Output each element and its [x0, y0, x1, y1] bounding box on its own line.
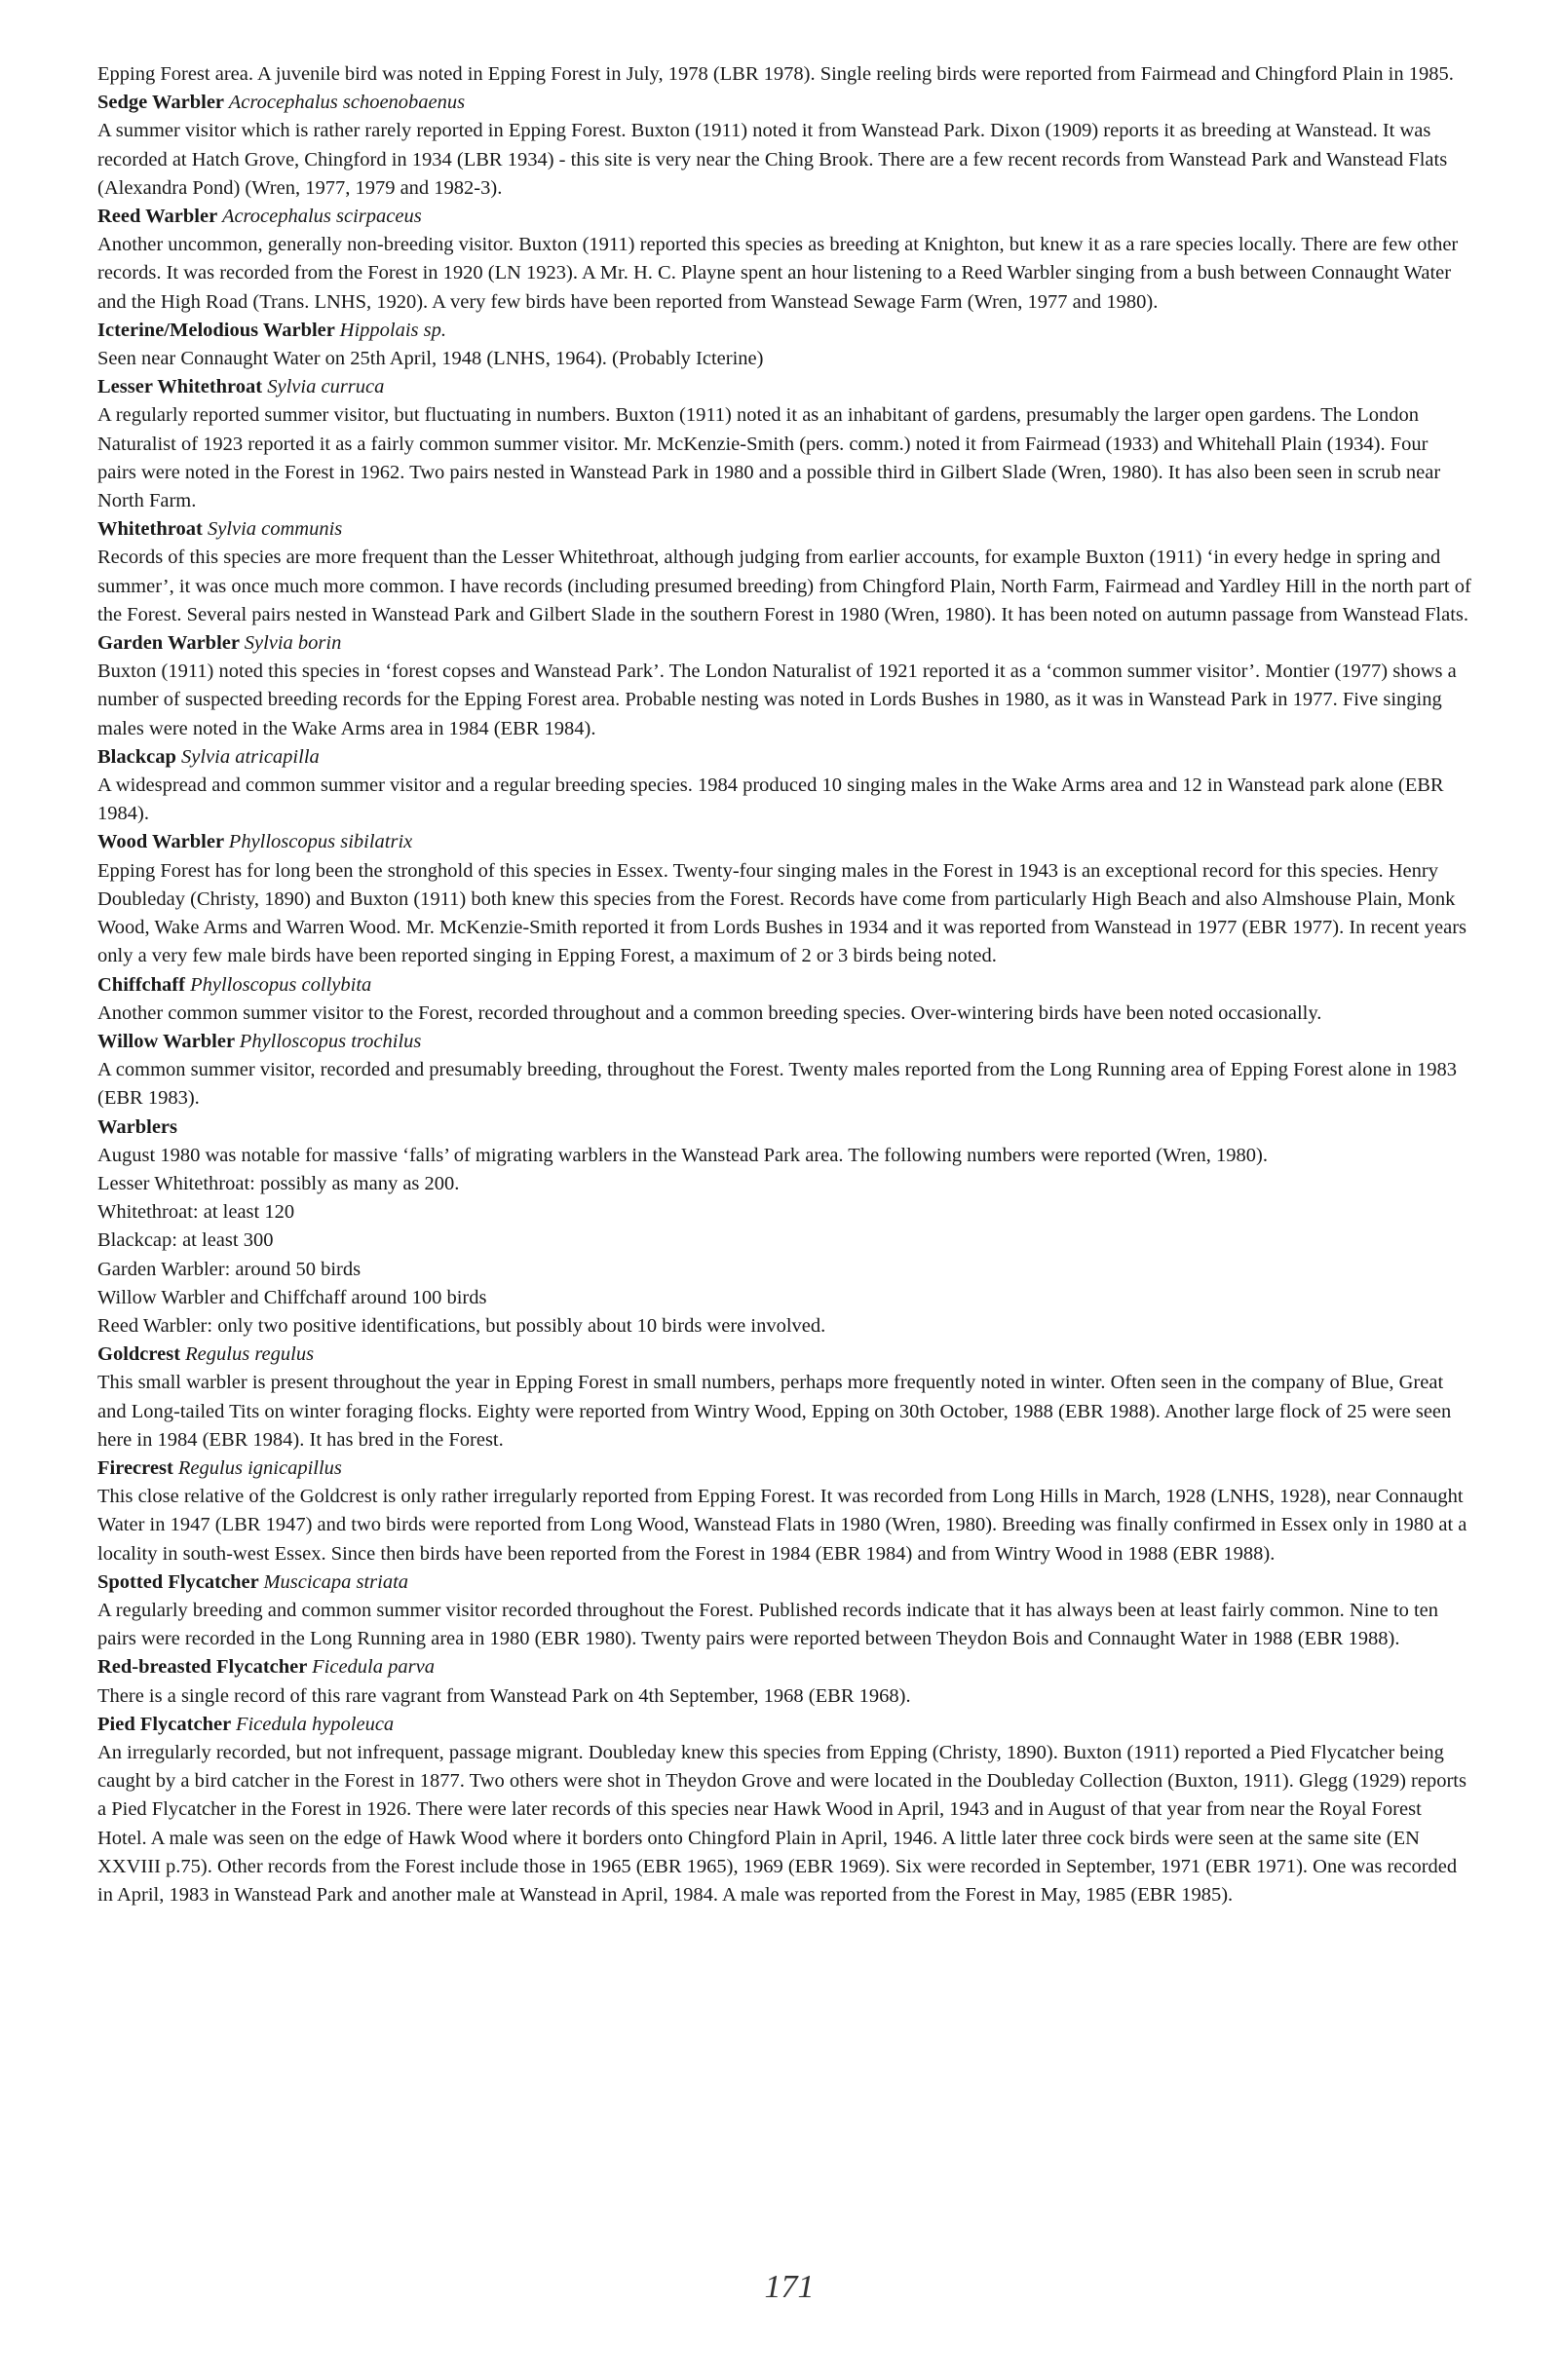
species-entry-spotted-flycatcher [97, 1568, 1471, 1654]
species-entry-red-breasted-flycatcher [97, 1653, 1471, 1710]
warblers-section [97, 1114, 1471, 1341]
scientific-name: Muscicapa striata [263, 1570, 409, 1593]
species-entry-sedge-warbler [97, 89, 1471, 203]
warbler-count-item: Garden Warbler: around 50 birds [97, 1258, 362, 1280]
species-heading [97, 1568, 1471, 1597]
species-heading [97, 1341, 1471, 1369]
common-name: Sedge Warbler [97, 92, 224, 114]
species-entry-blackcap [97, 743, 1471, 829]
species-heading [97, 1711, 1471, 1739]
common-name: Goldcrest [97, 1343, 181, 1366]
species-text: This small warbler is present throughout the year in Epping Forest in small numbers, perhaps more frequently noted in winter. Often seen in the company of Blue, Great and Long-tailed Tits on winter foraging flocks. Eighty were reported from Wintry Wood, Epping on 30th October, 1988 (EBR 1988). Another large flock of 25 were seen here in 1984 (EBR 1984). It has bred in the Forest. [97, 1372, 1452, 1451]
common-name: Spotted Flycatcher [97, 1570, 259, 1593]
common-name: Chiffchaff [97, 973, 185, 996]
species-entry-reed-warbler [97, 203, 1471, 317]
species-heading [97, 89, 1471, 117]
scientific-name: Acrocephalus schoenobaenus [228, 92, 466, 114]
scientific-name: Hippolais sp. [339, 319, 446, 341]
species-heading [97, 203, 1471, 231]
species-heading [97, 317, 1471, 345]
page-body [97, 60, 1471, 1909]
species-text: A widespread and common summer visitor and a regular breeding species. 1984 produced 10 singing males in the Wake Arms area and 12 in Wanstead park alone (EBR 1984). [97, 774, 1444, 825]
warbler-count-item: Blackcap: at least 300 [97, 1229, 274, 1252]
species-text: This close relative of the Goldcrest is only rather irregularly reported from Epping Forest. It was recorded from Long Hills in March, 1928 (LNHS, 1928), near Connaught Water in 1947 (LBR 1947) and two birds were reported from Long Wood, Wanstead Flats in 1980 (Wren, 1980). Breeding was finally confirmed in Essex only in 1980 at a locality in south-west Essex. Since then birds have been reported from the Forest in 1984 (EBR 1984) and from Wintry Wood in 1988 (EBR 1988). [97, 1486, 1467, 1565]
species-entry-pied-flycatcher [97, 1711, 1471, 1909]
species-text: A common summer visitor, recorded and presumably breeding, throughout the Forest. Twenty males reported from the Long Running area of Epping Forest alone in 1983 (EBR 1983). [97, 1059, 1458, 1110]
species-text: Records of this species are more frequent than the Lesser Whitethroat, although judging from earlier accounts, for example Buxton (1911) ‘in every hedge in spring and summer’, it was once much more common. I have records (including presumed breeding) from Chingford Plain, North Farm, Fairmead and Yardley Hill in the north part of the Forest. Several pairs nested in Wanstead Park and Gilbert Slade in the southern Forest in 1980 (Wren, 1980). It has been noted on autumn passage from Wanstead Flats. [97, 547, 1471, 625]
species-text: A regularly reported summer visitor, but fluctuating in numbers. Buxton (1911) noted it as an inhabitant of gardens, presumably the larger open gardens. The London Naturalist of 1923 reported it as a fairly common summer visitor. Mr. McKenzie-Smith (pers. comm.) noted it from Fairmead (1933) and Whitehall Plain (1934). Four pairs were noted in the Forest in 1962. Two pairs nested in Wanstead Park in 1980 and a possible third in Gilbert Slade (Wren, 1980). It has also been seen in scrub near North Farm. [97, 404, 1441, 512]
species-entry-goldcrest [97, 1341, 1471, 1454]
warbler-count-item: Lesser Whitethroat: possibly as many as 200. [97, 1172, 460, 1194]
common-name: Garden Warbler [97, 632, 240, 655]
species-heading [97, 1454, 1471, 1483]
common-name: Reed Warbler [97, 206, 217, 228]
species-entry-garden-warbler [97, 629, 1471, 743]
species-heading [97, 828, 1471, 856]
scientific-name: Ficedula hypoleuca [235, 1713, 395, 1735]
scientific-name: Ficedula parva [312, 1656, 435, 1679]
species-heading [97, 1028, 1471, 1056]
warblers-text: August 1980 was notable for massive ‘falls’ of migrating warblers in the Wanstead Park area. The following numbers were reported (Wren, 1980). [97, 1144, 1268, 1166]
species-heading [97, 743, 1471, 772]
common-name: Firecrest [97, 1456, 173, 1479]
species-text: A regularly breeding and common summer visitor recorded throughout the Forest. Published records indicate that it has always been at least fairly common. Nine to ten pairs were recorded in the Long Running area in 1980 (EBR 1980). Twenty pairs were reported between Theydon Bois and Connaught Water in 1988 (EBR 1988). [97, 1599, 1438, 1650]
scientific-name: Phylloscopus trochilus [239, 1030, 422, 1052]
warbler-count-item: Whitethroat: at least 120 [97, 1201, 295, 1224]
species-text: Another common summer visitor to the Forest, recorded throughout and a common breeding species. Over-wintering birds have been noted occasionally. [97, 1001, 1322, 1024]
scientific-name: Sylvia communis [207, 518, 343, 541]
species-text: Epping Forest has for long been the stronghold of this species in Essex. Twenty-four singing males in the Forest in 1943 is an exceptional record for this species. Henry Doubleday (Christy, 1890) and Buxton (1911) both knew this species from the Forest. Records have come from particularly High Beach and also Almshouse Plain, Monk Wood, Wake Arms and Warren Wood. Mr. McKenzie-Smith reported it from Lords Bushes in 1934 and it was reported from Wanstead in 1977 (EBR 1977). In recent years only a very few male birds have been reported singing in Epping Forest, a maximum of 2 or 3 birds being noted. [97, 859, 1467, 967]
scientific-name: Sylvia curruca [267, 376, 385, 398]
common-name: Icterine/Melodious Warbler [97, 319, 335, 341]
common-name: Lesser Whitethroat [97, 376, 263, 398]
scientific-name: Acrocephalus scirpaceus [221, 206, 422, 228]
common-name: Willow Warbler [97, 1030, 235, 1052]
species-entry-icterine-melodious-warbler [97, 317, 1471, 373]
scientific-name: Regulus ignicapillus [177, 1456, 342, 1479]
species-text: A summer visitor which is rather rarely reported in Epping Forest. Buxton (1911) noted it from Wanstead Park. Dixon (1909) reports it as breeding at Wanstead. It was recorded at Hatch Grove, Chingford in 1934 (LBR 1934) - this site is very near the Ching Brook. There are a few recent records from Wanstead Park and Wanstead Flats (Alexandra Pond) (Wren, 1977, 1979 and 1982-3). [97, 120, 1448, 199]
common-name: Wood Warbler [97, 831, 224, 853]
common-name: Blackcap [97, 745, 176, 768]
species-text: An irregularly recorded, but not infrequent, passage migrant. Doubleday knew this species from Epping (Christy, 1890). Buxton (1911) reported a Pied Flycatcher being caught by a bird catcher in the Forest in 1877. Two others were shot in Theydon Grove and were located in the Doubleday Collection (Buxton, 1911). Glegg (1929) reports a Pied Flycatcher in the Forest in 1926. There were later records of this species near Hawk Wood in April, 1943 and in August of that year from near the Royal Forest Hotel. A male was seen on the edge of Hawk Wood where it borders onto Chingford Plain in April, 1946. A little later three cock birds were seen at the same site (EN XXVIII p.75). Other records from the Forest include those in 1965 (EBR 1965), 1969 (EBR 1969). Six were recorded in September, 1971 (EBR 1971). One was recorded in April, 1983 in Wanstead Park and another male at Wanstead in April, 1984. A male was reported from the Forest in May, 1985 (EBR 1985). [97, 1741, 1467, 1906]
species-entry-wood-warbler [97, 828, 1471, 970]
species-heading [97, 515, 1471, 544]
species-entry-willow-warbler [97, 1028, 1471, 1114]
intro-paragraph: Epping Forest area. A juvenile bird was noted in Epping Forest in July, 1978 (LBR 1978). Single reeling birds were reported from Fairmead and Chingford Plain in 1985. [97, 63, 1454, 85]
species-entry-lesser-whitethroat [97, 373, 1471, 515]
common-name: Red-breasted Flycatcher [97, 1656, 308, 1679]
page-number: 171 [764, 2269, 815, 2305]
warbler-count-item: Willow Warbler and Chiffchaff around 100 birds [97, 1286, 487, 1308]
scientific-name: Sylvia atricapilla [181, 745, 320, 768]
species-text: There is a single record of this rare vagrant from Wanstead Park on 4th September, 1968 (EBR 1968). [97, 1684, 911, 1707]
species-heading [97, 1653, 1471, 1681]
species-entry-chiffchaff [97, 971, 1471, 1028]
species-text: Buxton (1911) noted this species in ‘forest copses and Wanstead Park’. The London Naturalist of 1921 reported it as a ‘common summer visitor’. Montier (1977) shows a number of suspected breeding records for the Epping Forest area. Probable nesting was noted in Lords Bushes in 1980, as it was in Wanstead Park in 1977. Five singing males were noted in the Wake Arms area in 1984 (EBR 1984). [97, 661, 1457, 739]
species-text: Another uncommon, generally non-breeding visitor. Buxton (1911) reported this species as breeding at Knighton, but knew it as a rare species locally. There are few other records. It was recorded from the Forest in 1920 (LN 1923). A Mr. H. C. Playne spent an hour listening to a Reed Warbler singing from a bush between Connaught Water and the High Road (Trans. LNHS, 1920). A very few birds have been reported from Wanstead Sewage Farm (Wren, 1977 and 1980). [97, 234, 1459, 313]
species-entry-whitethroat [97, 515, 1471, 629]
species-entry-firecrest [97, 1454, 1471, 1568]
common-name: Pied Flycatcher [97, 1713, 231, 1735]
species-text: Seen near Connaught Water on 25th April, 1948 (LNHS, 1964). (Probably Icterine) [97, 348, 764, 370]
scientific-name: Phylloscopus sibilatrix [228, 831, 413, 853]
scientific-name: Regulus regulus [185, 1343, 315, 1366]
scientific-name: Sylvia borin [244, 632, 342, 655]
scientific-name: Phylloscopus collybita [190, 973, 372, 996]
common-name: Whitethroat [97, 518, 203, 541]
warbler-count-item: Reed Warbler: only two positive identifications, but possibly about 10 birds were involved. [97, 1314, 826, 1337]
warblers-heading: Warblers [97, 1115, 177, 1138]
species-heading [97, 629, 1471, 658]
species-heading [97, 971, 1471, 1000]
species-heading [97, 373, 1471, 401]
